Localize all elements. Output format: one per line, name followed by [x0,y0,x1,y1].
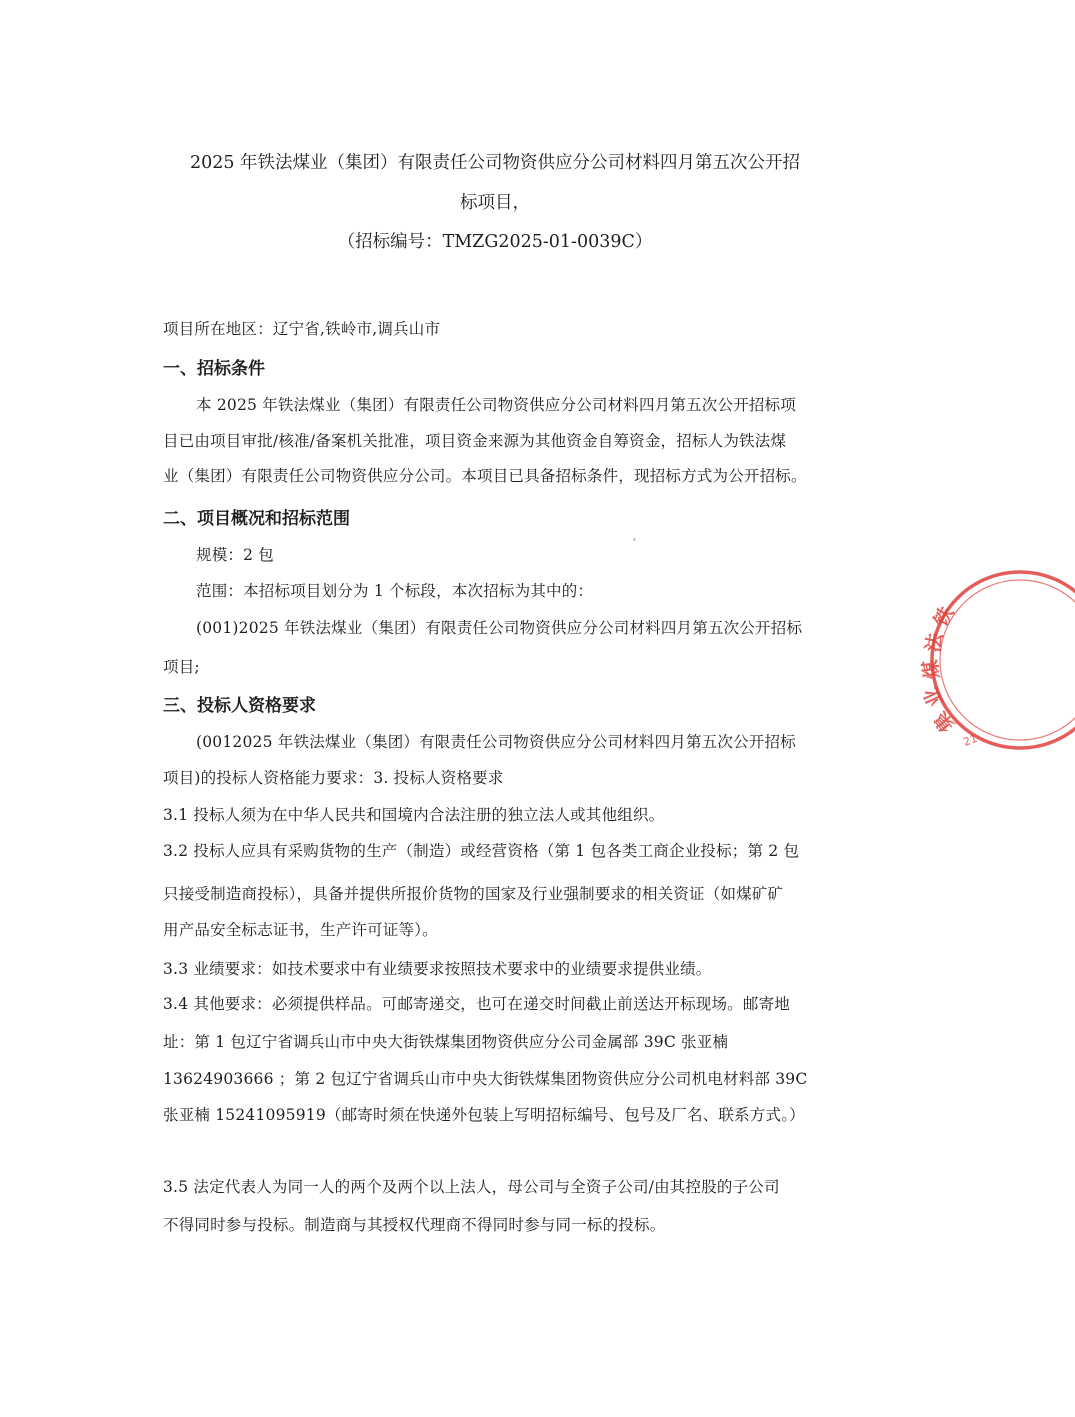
section1-line: 目已由项目审批/核准/备案机关批准，项目资金来源为其他资金自筹资金，招标人为铁法煤 [163,432,787,450]
document-title-line2: 标项目， [460,193,530,213]
requirement-3-4-line: 3.4 其他要求：必须提供样品。可邮寄递交，也可在递交时间截止前送达开标现场。邮寄地 [163,995,790,1013]
scan-speck [633,538,636,541]
section2-heading: 二、项目概况和招标范围 [163,509,350,529]
seal-number: 21 [961,731,980,749]
requirement-3-2-line: 只接受制造商投标），具备并提供所报价货物的国家及行业强制要求的相关资证（如煤矿矿 [163,885,784,903]
project-scale: 规模：2 包 [196,546,274,564]
requirement-3-4-line: 址：第 1 包辽宁省调兵山市中央大街铁煤集团物资供应分公司金属部 39C 张亚楠 [163,1033,729,1051]
requirement-3-1: 3.1 投标人须为在中华人民共和国境内合法注册的独立法人或其他组织。 [163,806,665,824]
requirement-3-3: 3.3 业绩要求：如技术要求中有业绩要求按照技术要求中的业绩要求提供业绩。 [163,960,712,978]
section1-line: 本 2025 年铁法煤业（集团）有限责任公司物资供应分公司材料四月第五次公开招标项 [196,396,797,414]
project-location: 项目所在地区：辽宁省,铁岭市,调兵山市 [163,320,441,338]
svg-text:煤: 煤 [919,658,944,681]
svg-text:铁: 铁 [929,603,959,631]
requirement-3-5-line: 不得同时参与投标。制造商与其授权代理商不得同时参与同一标的投标。 [163,1216,666,1234]
svg-text:法: 法 [922,631,948,654]
document-title-line1: 2025 年铁法煤业（集团）有限责任公司物资供应分公司材料四月第五次公开招 [189,153,801,173]
requirement-3-5-line: 3.5 法定代表人为同一人的两个及两个以上法人，母公司与全资子公司/由其控股的子公司 [163,1178,780,1196]
section1-heading: 一、招标条件 [163,359,265,379]
tender-number: （招标编号：TMZG2025-01-0039C） [337,232,653,252]
svg-text:业: 业 [919,683,948,711]
company-seal-stamp [919,560,1075,760]
lot-item-line2: 项目; [163,658,200,676]
project-scope: 范围：本招标项目划分为 1 个标段，本次招标为其中的： [196,582,594,600]
qualification-intro-line1: (0012025 年铁法煤业（集团）有限责任公司物资供应分公司材料四月第五次公开招标 [196,733,796,751]
requirement-3-4-line: 13624903666 ；第 2 包辽宁省调兵山市中央大街铁煤集团物资供应分公司机电材料部 39C [163,1070,808,1088]
requirement-3-2-line: 用产品安全标志证书，生产许可证等）。 [163,921,438,939]
section3-heading: 三、投标人资格要求 [163,696,316,716]
requirement-3-4-line: 张亚楠 15241095919（邮寄时须在快递外包装上写明招标编号、包号及厂名、联系方式。） [163,1106,805,1124]
requirement-3-2-line: 3.2 投标人应具有采购货物的生产（制造）或经营资格（第 1 包各类工商企业投标；第 2 包 [163,842,800,860]
qualification-intro-line2: 项目)的投标人资格能力要求：3. 投标人资格要求 [163,769,504,787]
svg-text:集: 集 [929,707,959,736]
lot-item-line1: (001)2025 年铁法煤业（集团）有限责任公司物资供应分公司材料四月第五次公开招标 [196,619,803,637]
section1-line: 业（集团）有限责任公司物资供应分公司。本项目已具备招标条件，现招标方式为公开招标。 [163,467,807,485]
